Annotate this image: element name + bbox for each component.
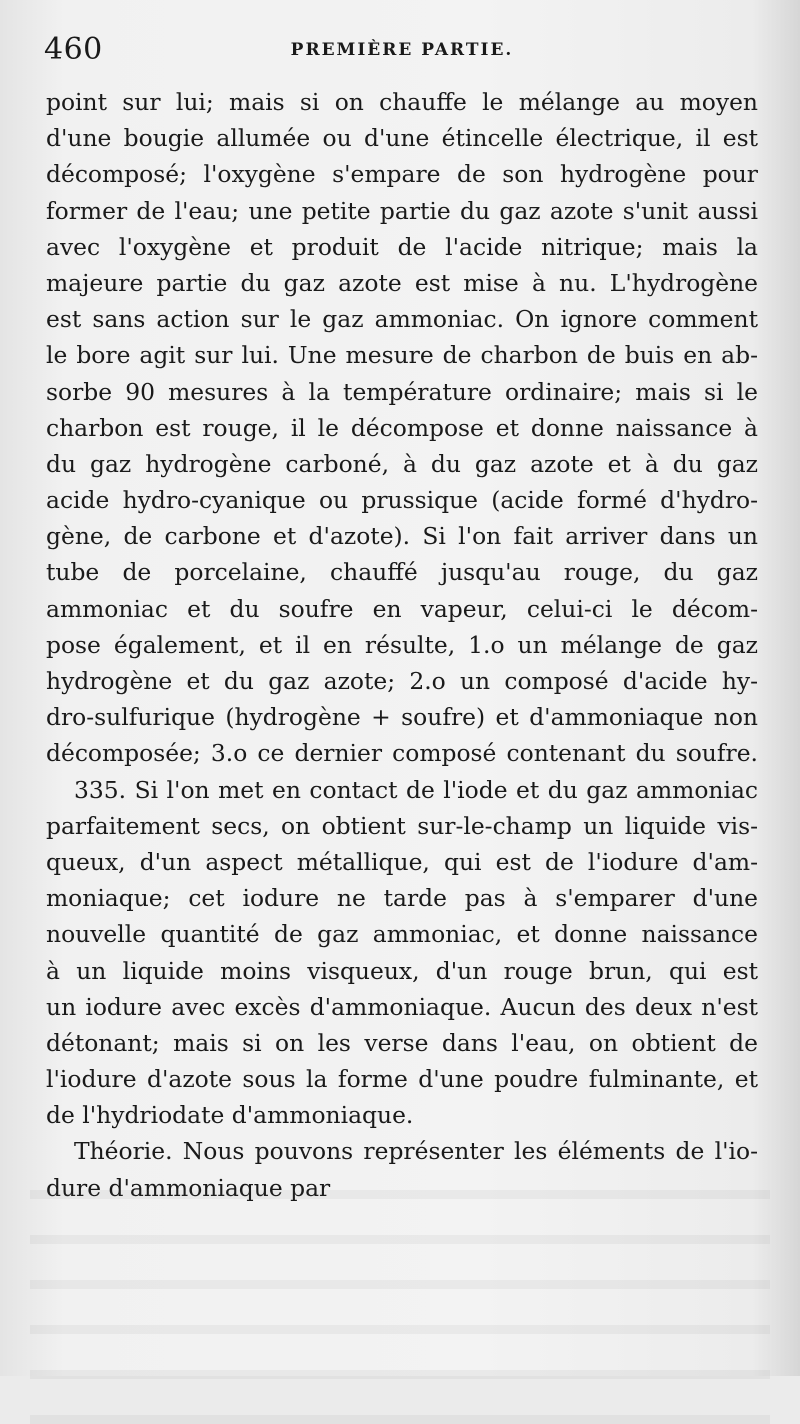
text-line: former de l'eau; une petite partie du gaz azote s'unit aussi	[46, 196, 758, 225]
text-line: dro-sulfurique (hydrogène + soufre) et d'ammoniaque non	[46, 703, 758, 732]
paragraph-start-line: Théorie. Nous pouvons représenter les éléments de l'io-	[74, 1137, 758, 1166]
text-line: majeure partie du gaz azote est mise à nu. L'hydrogène	[46, 268, 758, 297]
text-line: décomposée; 3.o ce dernier composé contenant du soufre.	[46, 739, 758, 768]
text-line: dure d'ammoniaque par	[46, 1173, 331, 1202]
paragraph-start-line: 335. Si l'on met en contact de l'iode et du gaz ammoniac	[74, 775, 758, 804]
text-line: d'une bougie allumée ou d'une étincelle électrique, il est	[46, 124, 758, 153]
text-line: acide hydro-cyanique ou prussique (acide formé d'hydro-	[46, 486, 758, 515]
text-line: l'iodure d'azote sous la forme d'une poudre fulminante, et	[46, 1065, 758, 1094]
text-line: gène, de carbone et d'azote). Si l'on fait arriver dans un	[46, 522, 758, 551]
page-header	[44, 30, 760, 70]
text-line: le bore agit sur lui. Une mesure de charbon de buis en ab-	[46, 341, 758, 370]
text-line: pose également, et il en résulte, 1.o un mélange de gaz	[46, 630, 758, 659]
text-line: point sur lui; mais si on chauffe le mélange au moyen	[46, 88, 758, 116]
body-text	[46, 84, 758, 1206]
text-line: avec l'oxygène et produit de l'acide nitrique; mais la	[46, 232, 758, 261]
text-line: détonant; mais si on les verse dans l'eau, on obtient de	[46, 1028, 758, 1057]
text-line: du gaz hydrogène carboné, à du gaz azote et à du gaz	[46, 449, 758, 478]
text-line: nouvelle quantité de gaz ammoniac, et donne naissance	[46, 920, 758, 949]
page-number: 460	[44, 32, 103, 67]
text-line: tube de porcelaine, chauffé jusqu'au rouge, du gaz	[46, 558, 758, 587]
text-line: sorbe 90 mesures à la température ordinaire; mais si le	[46, 377, 758, 406]
running-head: PREMIÈRE PARTIE.	[290, 40, 514, 60]
text-line: à un liquide moins visqueux, d'un rouge brun, qui est	[46, 956, 758, 985]
text-line: est sans action sur le gaz ammoniac. On ignore comment	[46, 305, 758, 334]
text-line: moniaque; cet iodure ne tarde pas à s'emparer d'une	[46, 884, 758, 913]
text-line: de l'hydriodate d'ammoniaque.	[46, 1101, 414, 1130]
text-line: un iodure avec excès d'ammoniaque. Aucun des deux n'est	[46, 992, 758, 1021]
text-line: charbon est rouge, il le décompose et donne naissance à	[46, 413, 758, 442]
text-line: queux, d'un aspect métallique, qui est de l'iodure d'am-	[46, 847, 758, 876]
text-line: décomposé; l'oxygène s'empare de son hydrogène pour	[46, 160, 758, 189]
text-line: hydrogène et du gaz azote; 2.o un composé d'acide hy-	[46, 667, 758, 695]
text-line: ammoniac et du soufre en vapeur, celui-ci le décom-	[46, 594, 758, 623]
text-line: parfaitement secs, on obtient sur-le-champ un liquide vis-	[46, 811, 758, 840]
